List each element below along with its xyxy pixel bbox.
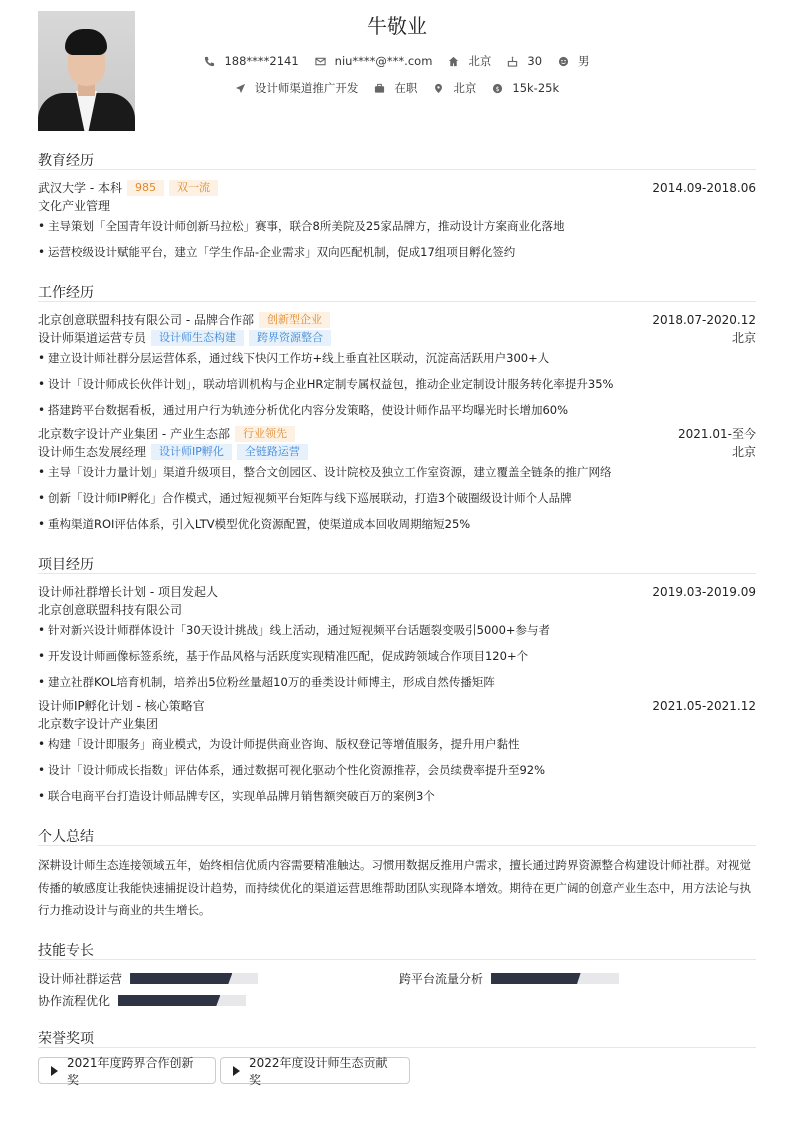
work-company-header xyxy=(38,426,756,442)
section-title: 项目经历 xyxy=(38,554,756,574)
role-tag: 设计师生态构建 xyxy=(151,330,244,346)
age-value: 30 xyxy=(527,54,543,68)
section-title: 个人总结 xyxy=(38,826,756,846)
status-value: 在职 xyxy=(394,81,418,95)
skill-name: 设计师社群运营 xyxy=(38,972,123,986)
skill-bar-fill xyxy=(130,973,232,984)
phone-value: 188****2141 xyxy=(224,54,299,68)
role-tag: 设计师IP孵化 xyxy=(151,444,232,460)
skill-item xyxy=(38,992,246,1009)
work-company-header xyxy=(38,312,756,328)
skill-item xyxy=(38,970,258,987)
major: 文化产业管理 xyxy=(38,199,111,213)
company-name: 北京数字设计产业集团 - 产业生态部 xyxy=(38,427,230,441)
skill-bar xyxy=(491,973,619,984)
education-section xyxy=(38,150,756,170)
gender-icon xyxy=(558,56,569,67)
play-icon xyxy=(51,1066,58,1076)
project-org: 北京创意联盟科技有限公司 xyxy=(38,603,183,617)
school-name: 武汉大学 - 本科 xyxy=(38,181,122,195)
project-name: 设计师IP孵化计划 - 核心策略官 xyxy=(38,699,205,713)
work-location: 北京 xyxy=(731,331,756,345)
role-name: 设计师渠道运营专员 xyxy=(38,331,147,345)
skill-bar xyxy=(130,973,258,984)
phone-icon xyxy=(204,56,215,67)
list-item: • 设计「设计师成长伙伴计划」，联动培训机构与企业HR定制专属权益包，推动企业定制设计服务转化率提升35% xyxy=(38,376,756,392)
work-date: 2021.01-至今 xyxy=(678,427,756,441)
city-value: 北京 xyxy=(468,54,492,68)
school-tag: 985 xyxy=(127,180,164,196)
award-item[interactable] xyxy=(38,1055,216,1087)
award-label: 2022年度设计师生态贡献奖 xyxy=(249,1055,388,1087)
home-icon xyxy=(448,56,459,67)
gender-value: 男 xyxy=(578,54,590,68)
school-tag: 双一流 xyxy=(169,180,218,196)
awards-section xyxy=(38,1028,756,1048)
company-tag: 创新型企业 xyxy=(259,312,330,328)
money-icon xyxy=(492,83,503,94)
work-section xyxy=(38,282,756,302)
list-item: • 联合电商平台打造设计师品牌专区，实现单品牌月销售额突破百万的案例3个 xyxy=(38,788,756,804)
salary-value: 15k-25k xyxy=(512,81,560,95)
work-date: 2018.07-2020.12 xyxy=(652,313,756,327)
skill-name: 跨平台流量分析 xyxy=(399,972,484,986)
cake-icon xyxy=(507,56,518,67)
project-header xyxy=(38,584,756,600)
skill-bar-fill xyxy=(491,973,581,984)
skill-item xyxy=(399,970,619,987)
list-item: • 建立设计师社群分层运营体系，通过线下快闪工作坊+线上垂直社区联动，沉淀高活跃用户300+人 xyxy=(38,350,756,366)
list-item: • 开发设计师画像标签系统，基于作品风格与活跃度实现精准匹配，促成跨领域合作项目120+个 xyxy=(38,648,756,664)
job-target-value: 设计师渠道推广开发 xyxy=(254,81,359,95)
award-item[interactable] xyxy=(220,1055,410,1087)
summary-section xyxy=(38,826,756,846)
list-item: • 主导策划「全国青年设计师创新马拉松」赛事，联合8所美院及25家品牌方，推动设计方案商业化落地 xyxy=(38,218,756,234)
list-item: • 创新「设计师IP孵化」合作模式，通过短视频平台矩阵与线下巡展联动，打造3个破圈级设计师个人品牌 xyxy=(38,490,756,506)
list-item: • 设计「设计师成长指数」评估体系，通过数据可视化驱动个性化资源推荐，会员续费率提升至92% xyxy=(38,762,756,778)
company-name: 北京创意联盟科技有限公司 - 品牌合作部 xyxy=(38,313,254,327)
location-icon xyxy=(433,83,444,94)
candidate-name: 牛敬业 xyxy=(367,14,427,38)
section-title: 工作经历 xyxy=(38,282,756,302)
project-name: 设计师社群增长计划 - 项目发起人 xyxy=(38,585,218,599)
project-date: 2019.03-2019.09 xyxy=(652,585,756,599)
section-title: 技能专长 xyxy=(38,940,756,960)
education-date: 2014.09-2018.06 xyxy=(652,181,756,195)
svg-text:$: $ xyxy=(495,84,500,93)
education-header xyxy=(38,180,756,196)
role-tag: 全链路运营 xyxy=(237,444,308,460)
list-item: • 构建「设计即服务」商业模式，为设计师提供商业咨询、版权登记等增值服务，提升用户黏性 xyxy=(38,736,756,752)
section-title: 荣誉奖项 xyxy=(38,1028,756,1048)
work-role-header xyxy=(38,330,756,346)
send-icon xyxy=(235,83,246,94)
role-name: 设计师生态发展经理 xyxy=(38,445,147,459)
list-item: • 重构渠道ROI评估体系，引入LTV模型优化资源配置，使渠道成本回收周期缩短25% xyxy=(38,516,756,532)
list-item: • 运营校级设计赋能平台，建立「学生作品-企业需求」双向匹配机制，促成17组项目孵化签约 xyxy=(38,244,756,260)
skills-section xyxy=(38,940,756,960)
resume-page xyxy=(38,0,756,1123)
work-role-header xyxy=(38,444,756,460)
company-tag: 行业领先 xyxy=(235,426,295,442)
project-date: 2021.05-2021.12 xyxy=(652,699,756,713)
play-icon xyxy=(233,1066,240,1076)
list-item: • 建立社群KOL培育机制，培养出5位粉丝量超10万的垂类设计师博主，形成自然传播矩阵 xyxy=(38,674,756,690)
intention-row xyxy=(38,81,756,95)
list-item: • 搭建跨平台数据看板，通过用户行为轨迹分析优化内容分发策略，使设计师作品平均曝光时长增加60% xyxy=(38,402,756,418)
contact-row xyxy=(38,54,756,68)
target-city-value: 北京 xyxy=(453,81,477,95)
work-location: 北京 xyxy=(731,445,756,459)
skill-bar xyxy=(118,995,246,1006)
briefcase-icon xyxy=(374,83,385,94)
mail-icon xyxy=(315,56,326,67)
summary-text: 深耕设计师生态连接领域五年，始终相信优质内容需要精准触达。习惯用数据反推用户需求，擅长通过跨界资源整合构建设计师社群。对视觉传播的敏感度让我能快速捕捉设计趋势，而持续优化的渠道运营思维帮助团队实现降本增效。期待在更广阔的创意产业生态中，用方法论与执行力推动设计与商业的共生增长。 xyxy=(38,858,751,917)
role-tag: 跨界资源整合 xyxy=(249,330,331,346)
project-org: 北京数字设计产业集团 xyxy=(38,717,159,731)
skill-bar-fill xyxy=(118,995,220,1006)
project-header xyxy=(38,698,756,714)
skill-name: 协作流程优化 xyxy=(38,994,111,1008)
section-title: 教育经历 xyxy=(38,150,756,170)
project-section xyxy=(38,554,756,574)
award-label: 2021年度跨界合作创新奖 xyxy=(67,1055,194,1087)
list-item: • 主导「设计力量计划」渠道升级项目，整合文创园区、设计院校及独立工作室资源，建立覆盖全链条的推广网络 xyxy=(38,464,756,480)
list-item: • 针对新兴设计师群体设计「30天设计挑战」线上活动，通过短视频平台话题裂变吸引5000+参与者 xyxy=(38,622,756,638)
email-value: niu****@***.com xyxy=(334,54,433,68)
